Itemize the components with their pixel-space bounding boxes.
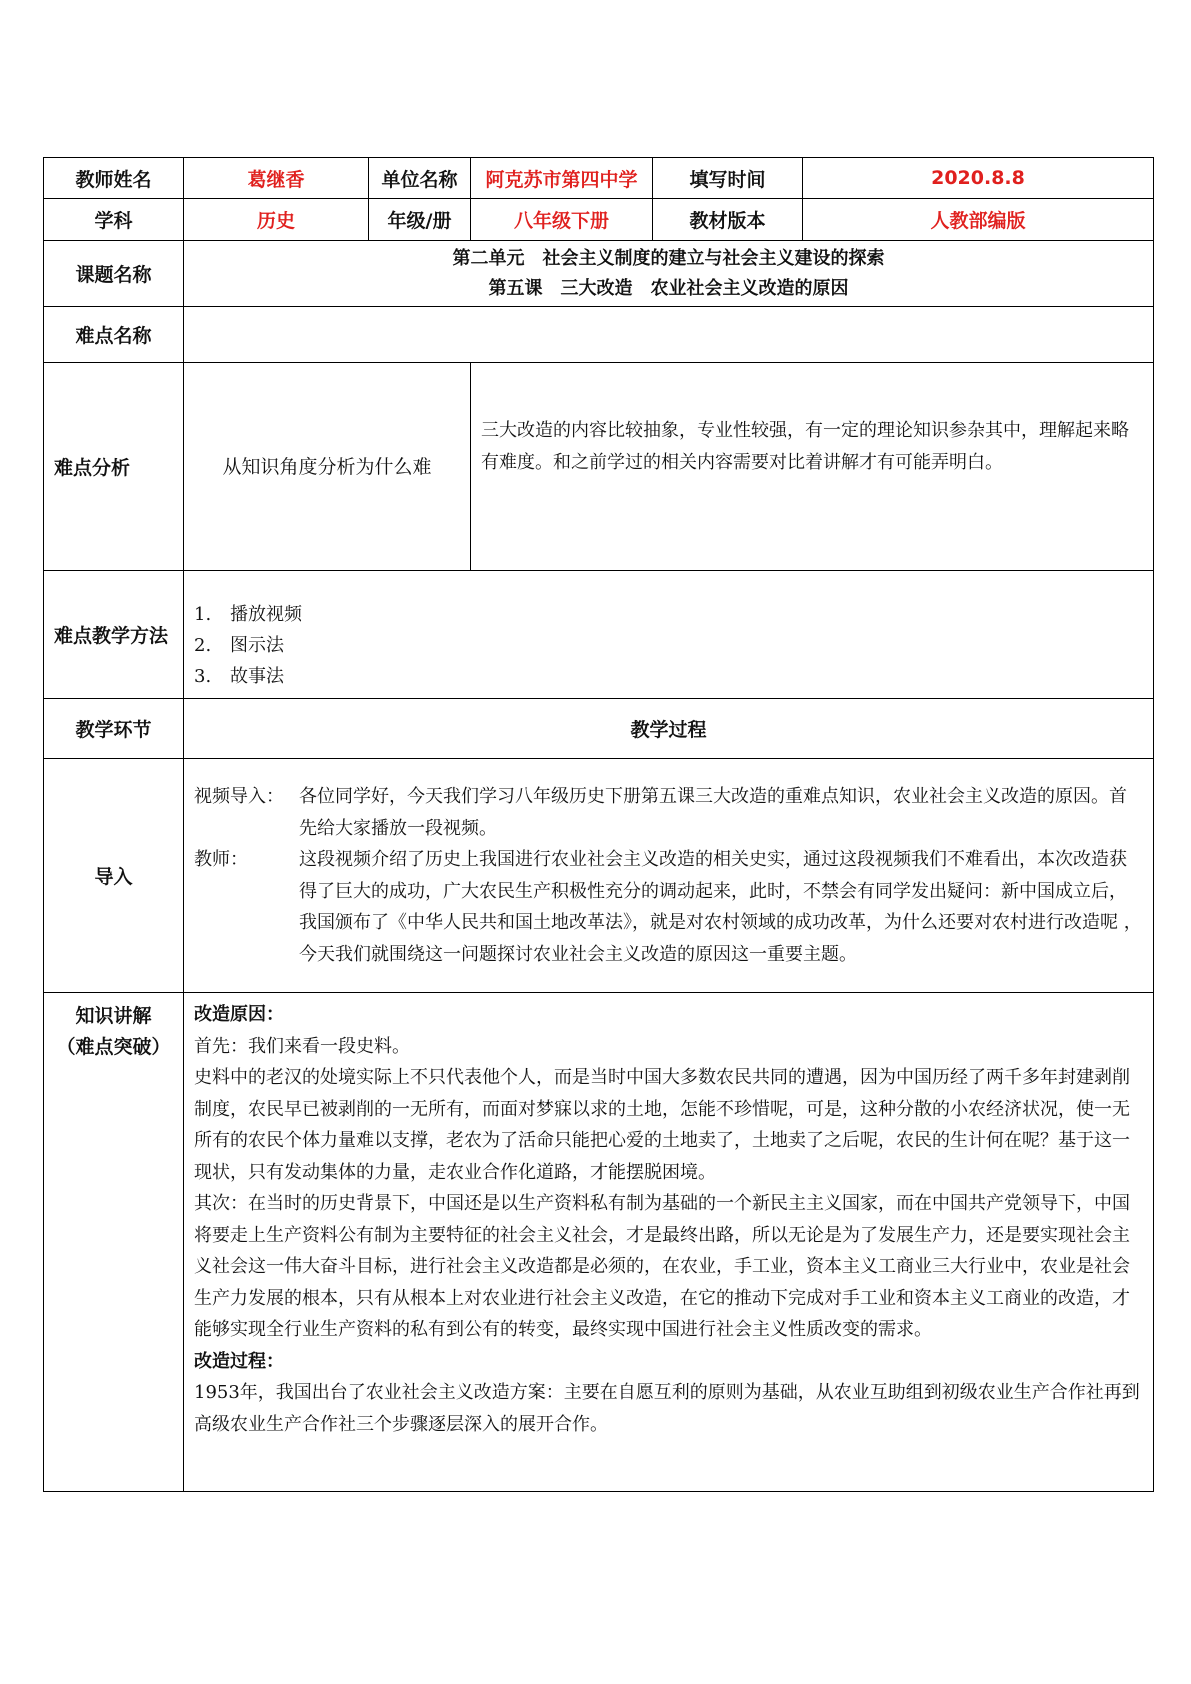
subject-label: 学科 [44, 199, 184, 241]
methods-row [44, 571, 1154, 699]
difficulty-name-label: 难点名称 [44, 307, 184, 363]
intro-label: 导入 [44, 759, 184, 993]
topic-line-2: 第五课 三大改造 农业社会主义改造的原因 [488, 277, 849, 299]
date-label: 填写时间 [653, 158, 803, 199]
knowledge-para-1: 首先：我们来看一段史料。 [194, 1035, 410, 1057]
analysis-text: 三大改造的内容比较抽象，专业性较强，有一定的理论知识参杂其中，理解起来略有难度。和之前学过的相关内容需要对比着讲解才有可能弄明白。 [471, 363, 1154, 571]
method-item: 3. 故事法 [194, 666, 284, 687]
topic-line-1: 第二单元 社会主义制度的建立与社会主义建设的探索 [452, 247, 885, 269]
topic-label: 课题名称 [44, 241, 184, 307]
lesson-plan-page [43, 157, 1153, 1492]
grade-value: 八年级下册 [471, 199, 653, 241]
difficulty-analysis-row [44, 363, 1154, 571]
intro-row [44, 759, 1154, 993]
unit-label: 单位名称 [369, 158, 471, 199]
subject-value: 历史 [184, 199, 369, 241]
topic-row [44, 241, 1154, 307]
knowledge-label [44, 993, 184, 1492]
process-label: 教学过程 [184, 699, 1154, 759]
teacher-value: 葛继香 [184, 158, 369, 199]
video-intro-text: 各位同学好，今天我们学习八年级历史下册第五课三大改造的重难点知识，农业社会主义改造的原因。首先给大家播放一段视频。 [299, 786, 1127, 839]
knowledge-row [44, 993, 1154, 1492]
method-item: 1. 播放视频 [194, 604, 302, 625]
unit-value: 阿克苏市第四中学 [471, 158, 653, 199]
intro-video-para [194, 781, 1143, 844]
knowledge-label-1: 知识讲解 [75, 1005, 152, 1027]
process-stage-label: 教学环节 [44, 699, 184, 759]
difficulty-name-row [44, 307, 1154, 363]
lesson-plan-table [43, 157, 1154, 1492]
date-value: 2020.8.8 [803, 158, 1154, 199]
topic-value [184, 241, 1154, 307]
intro-teacher-para [194, 844, 1143, 970]
knowledge-para-4: 1953年，我国出台了农业社会主义改造方案：主要在自愿互利的原则为基础，从农业互助组到初级农业生产合作社再到高级农业生产合作社三个步骤逐层深入的展开合作。 [194, 1382, 1140, 1435]
method-item: 2. 图示法 [194, 635, 284, 656]
process-heading: 改造过程： [194, 1350, 284, 1372]
intro-content [184, 759, 1154, 993]
reason-heading: 改造原因： [194, 1004, 284, 1025]
grade-label: 年级/册 [369, 199, 471, 241]
header-row-1 [44, 158, 1154, 199]
methods-label: 难点教学方法 [44, 571, 184, 699]
header-row-2 [44, 199, 1154, 241]
difficulty-name-value [184, 307, 1154, 363]
analysis-sub-label: 从知识角度分析为什么难 [184, 363, 471, 571]
knowledge-para-2: 史料中的老汉的处境实际上不只代表他个人，而是当时中国大多数农民共同的遭遇，因为中国历经了两千多年封建剥削制度，农民早已被剥削的一无所有，而面对梦寐以求的土地，怎能不珍惜呢，可是，这种分散的小农经济状况，使一无所有的农民个体力量难以支撑，老农为了活命只能把心爱的土地卖了，土地卖了之后呢，农民的生计何在呢？基于这一现状，只有发动集体的力量，走农业合作化道路，才能摆脱困境。 [194, 1067, 1130, 1183]
video-intro-speaker: 视频导入： [194, 786, 284, 807]
process-header-row [44, 699, 1154, 759]
knowledge-para-3: 其次：在当时的历史背景下，中国还是以生产资料私有制为基础的一个新民主主义国家，而在中国共产党领导下，中国将要走上生产资料公有制为主要特征的社会主义社会，才是最终出路，所以无论是为了发展生产力，还是要实现社会主义社会这一伟大奋斗目标，进行社会主义改造都是必须的，在农业，手工业，资本主义工商业三大行业中，农业是社会生产力发展的根本，只有从根本上对农业进行社会主义改造，在它的推动下完成对手工业和资本主义工商业的改造，才能够实现全行业生产资料的私有到公有的转变，最终实现中国进行社会主义性质改变的需求。 [194, 1193, 1130, 1340]
methods-list [184, 571, 1154, 699]
teacher-text: 这段视频介绍了历史上我国进行农业社会主义改造的相关史实，通过这段视频我们不难看出，本次改造获得了巨大的成功，广大农民生产积极性充分的调动起来，此时，不禁会有同学发出疑问：新中国成立后，我国颁布了《中华人民共和国土地改革法》，就是对农村领域的成功改革，为什么还要对农村进行改造呢 ，今天我们就围绕这一问题探讨农业社会主义改造的原因这一重要主题。 [299, 849, 1142, 965]
knowledge-content [184, 993, 1154, 1492]
knowledge-label-2: （难点突破） [56, 1036, 171, 1058]
teacher-label: 教师姓名 [44, 158, 184, 199]
edition-value: 人教部编版 [803, 199, 1154, 241]
difficulty-analysis-label: 难点分析 [44, 363, 184, 571]
teacher-speaker: 教师： [194, 849, 248, 870]
edition-label: 教材版本 [653, 199, 803, 241]
